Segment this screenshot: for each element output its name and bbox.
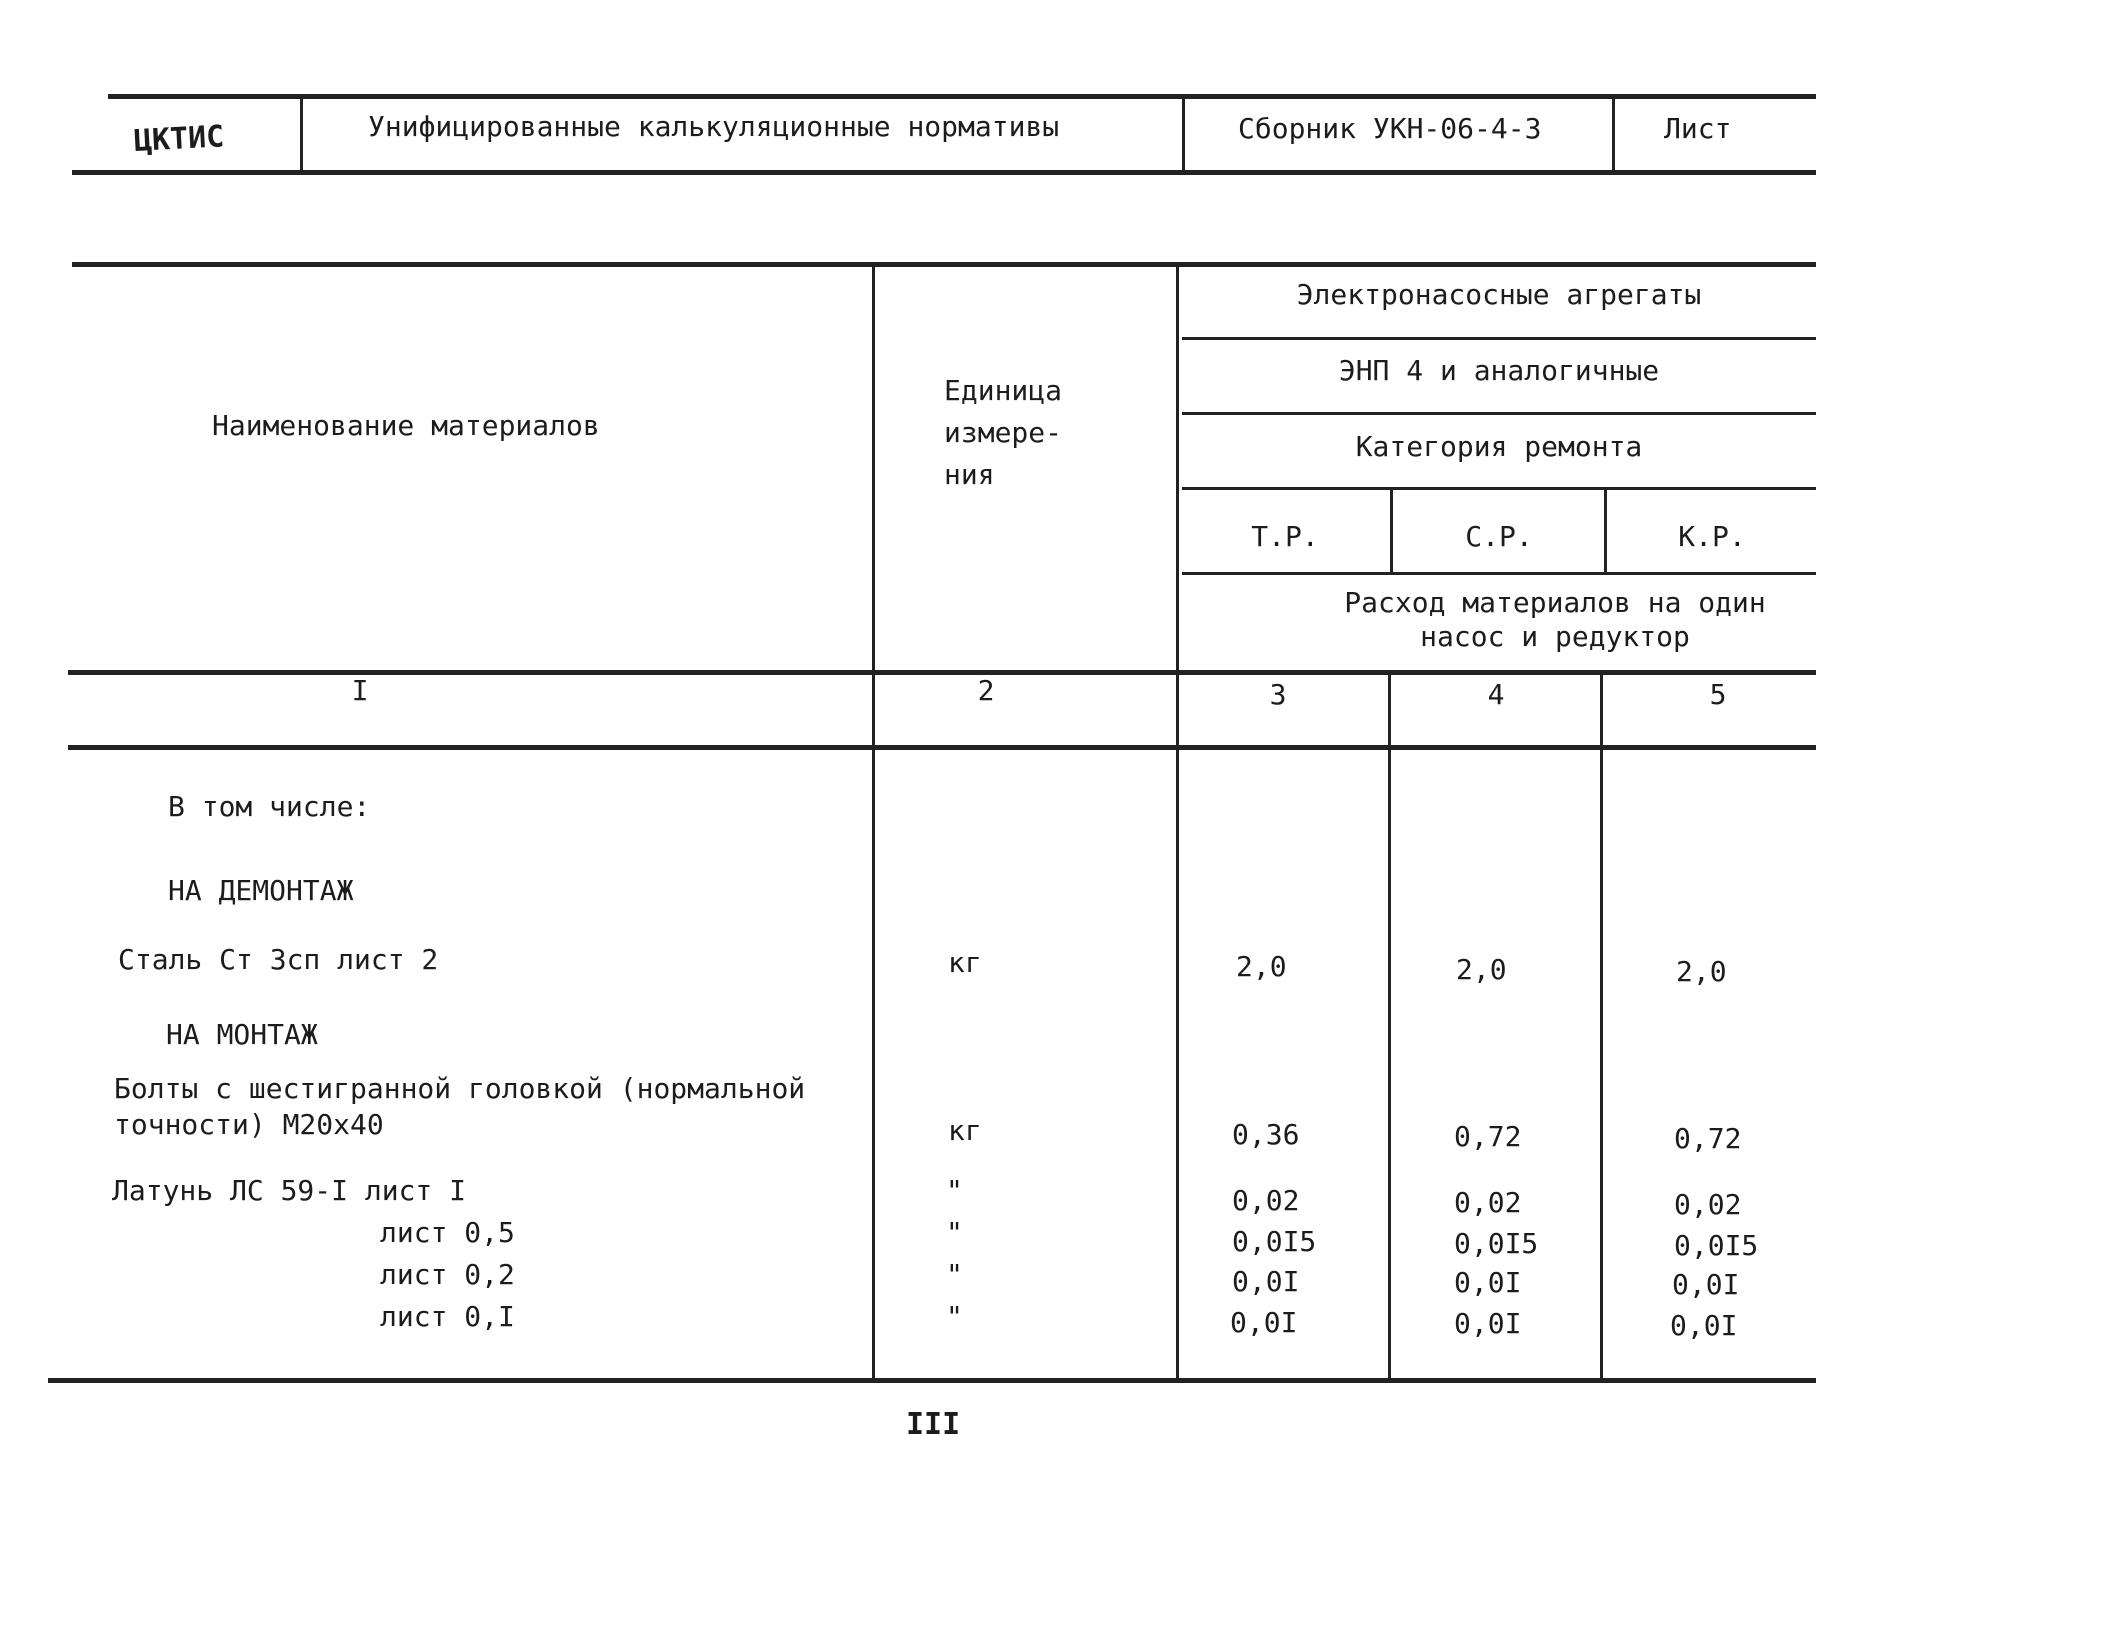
col-number-4: 4: [1487, 678, 1505, 711]
row-2-unit: кг: [948, 1114, 982, 1147]
row-4-kr: 0,0I5: [1674, 1229, 1759, 1262]
category-header: Категория ремонта: [1355, 430, 1643, 463]
row-6-unit: ": [946, 1300, 963, 1333]
header-title: Унифицированные калькуляционные нормативы: [368, 110, 1060, 143]
consumption-header-line-2: насос и редуктор: [1420, 620, 1690, 653]
row-3-name: Латунь ЛС 59-I лист I: [112, 1174, 467, 1207]
name-column-header: Наименование материалов: [212, 409, 600, 442]
group-header: Электронасосные агрегаты: [1296, 278, 1702, 311]
unit-header-line-1: Единица: [944, 374, 1063, 407]
row-6-kr: 0,0I: [1670, 1309, 1738, 1342]
rule-under-group: [1182, 337, 1816, 340]
col-divider-3: [1388, 672, 1391, 1380]
col-number-2: 2: [977, 674, 995, 707]
row-2-kr: 0,72: [1674, 1122, 1742, 1155]
rule-under-repairs: [1182, 572, 1816, 575]
row-4-unit: ": [946, 1216, 963, 1249]
unit-header-line-2: измере-: [944, 416, 1063, 449]
row-1-tr: 2,0: [1236, 950, 1287, 983]
including-label: В том числе:: [168, 790, 371, 823]
row-3-sr: 0,02: [1454, 1186, 1522, 1219]
header-top-rule: [108, 94, 1816, 99]
row-5-sr: 0,0I: [1454, 1266, 1522, 1299]
row-6-tr: 0,0I: [1230, 1306, 1298, 1339]
table-top-rule: [72, 262, 1816, 267]
repair-sr-header: С.Р.: [1465, 520, 1533, 553]
section-dismantle: НА ДЕМОНТАЖ: [168, 874, 354, 907]
row-6-name: лист 0,I: [380, 1300, 515, 1333]
header-sheet-label: Лист: [1664, 112, 1732, 145]
table-bottom-rule: [48, 1378, 1816, 1383]
row-2-name-line-2: точности) М20х40: [114, 1108, 384, 1141]
col-divider-4: [1600, 672, 1603, 1380]
header-org: ЦКТИС: [133, 119, 226, 159]
row-4-tr: 0,0I5: [1232, 1225, 1317, 1258]
repair-tr-header: Т.Р.: [1251, 520, 1319, 553]
header-divider-1: [300, 96, 303, 172]
row-5-unit: ": [946, 1258, 963, 1291]
header-divider-3: [1612, 96, 1615, 172]
section-mount: НА МОНТАЖ: [166, 1018, 318, 1051]
col-divider-1: [872, 264, 875, 1380]
colnum-bottom-rule: [68, 745, 1816, 750]
consumption-header-line-1: Расход материалов на один: [1344, 586, 1766, 619]
row-4-name: лист 0,5: [380, 1216, 515, 1249]
row-1-sr: 2,0: [1456, 953, 1507, 986]
rule-under-model: [1182, 412, 1816, 415]
col-divider-2: [1176, 264, 1179, 1380]
repair-kr-header: К.Р.: [1678, 520, 1746, 553]
repair-divider-2: [1604, 489, 1607, 574]
row-1-name: Сталь Ст 3сп лист 2: [118, 943, 439, 976]
row-5-kr: 0,0I: [1672, 1268, 1740, 1301]
model-header: ЭНП 4 и аналогичные: [1338, 354, 1660, 387]
row-1-unit: кг: [948, 946, 982, 979]
row-5-tr: 0,0I: [1232, 1265, 1300, 1298]
row-1-kr: 2,0: [1676, 955, 1727, 988]
unit-header-line-3: ния: [944, 458, 995, 491]
rule-under-category: [1182, 487, 1816, 490]
col-number-5: 5: [1709, 678, 1727, 711]
row-3-kr: 0,02: [1674, 1188, 1742, 1221]
row-4-sr: 0,0I5: [1454, 1227, 1539, 1260]
header-collection: Сборник УКН-06-4-3: [1238, 112, 1542, 145]
repair-divider-1: [1390, 489, 1393, 574]
header-divider-2: [1182, 96, 1185, 172]
row-3-tr: 0,02: [1232, 1184, 1300, 1217]
row-2-tr: 0,36: [1232, 1118, 1300, 1151]
row-2-name-line-1: Болты с шестигранной головкой (нормальной: [114, 1072, 806, 1105]
row-3-unit: ": [946, 1174, 963, 1207]
row-5-name: лист 0,2: [380, 1258, 515, 1291]
page-number: III: [906, 1407, 961, 1442]
col-number-1: I: [351, 674, 369, 707]
col-number-3: 3: [1269, 678, 1287, 711]
header-bottom-rule: [72, 170, 1816, 175]
row-6-sr: 0,0I: [1454, 1307, 1522, 1340]
row-2-sr: 0,72: [1454, 1120, 1522, 1153]
